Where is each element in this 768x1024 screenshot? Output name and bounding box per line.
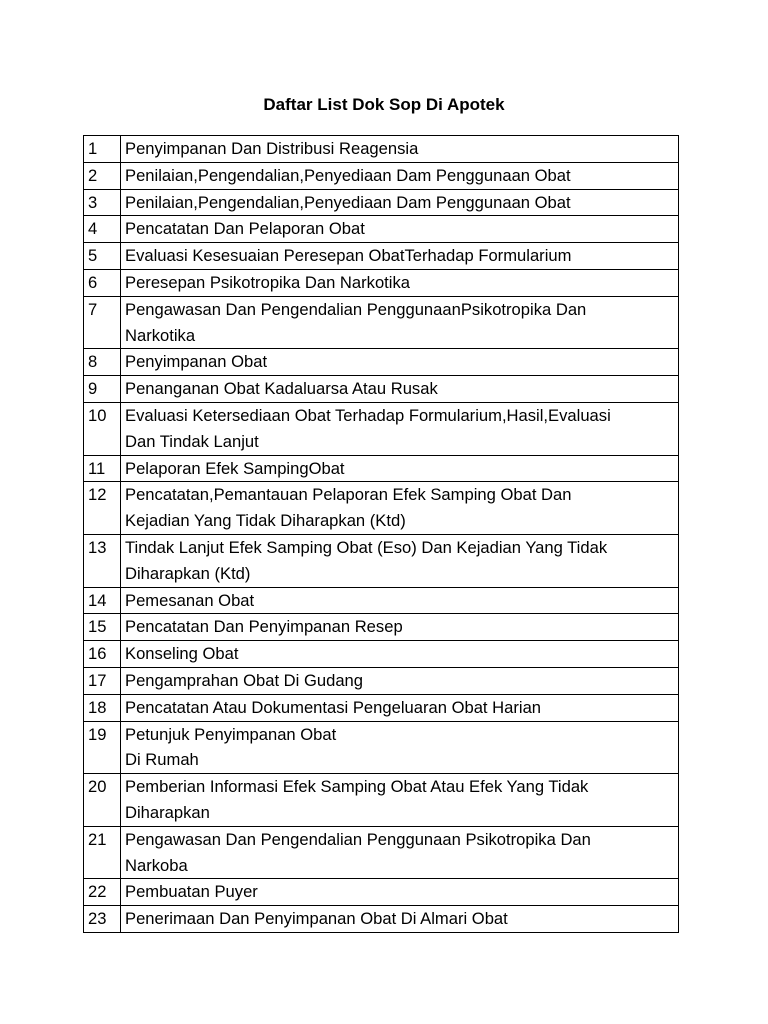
row-number: 23 (84, 906, 121, 933)
table-row (84, 587, 679, 614)
table-row (84, 269, 679, 296)
sop-title: Penerimaan Dan Penyimpanan Obat Di Almari Obat (121, 906, 679, 933)
sop-title: Pembuatan Puyer (121, 879, 679, 906)
sop-title: Pencatatan,Pemantauan Pelaporan Efek Samping Obat Dan Kejadian Yang Tidak Diharapkan (Ktd) (121, 482, 679, 535)
table-row (84, 482, 679, 535)
sop-title: Tindak Lanjut Efek Samping Obat (Eso) Dan Kejadian Yang Tidak Diharapkan (Ktd) (121, 534, 679, 587)
table-row (84, 189, 679, 216)
sop-title: Pencatatan Atau Dokumentasi Pengeluaran Obat Harian (121, 694, 679, 721)
row-number: 8 (84, 349, 121, 376)
sop-title: Penilaian,Pengendalian,Penyediaan Dam Penggunaan Obat (121, 189, 679, 216)
table-row (84, 216, 679, 243)
sop-title: Pencatatan Dan Pelaporan Obat (121, 216, 679, 243)
table-row (84, 826, 679, 879)
table-row (84, 376, 679, 403)
sop-title: Konseling Obat (121, 641, 679, 668)
row-number: 3 (84, 189, 121, 216)
table-row (84, 614, 679, 641)
sop-title: Peresepan Psikotropika Dan Narkotika (121, 269, 679, 296)
table-row (84, 879, 679, 906)
row-number: 21 (84, 826, 121, 879)
row-number: 15 (84, 614, 121, 641)
table-row (84, 906, 679, 933)
table-row (84, 667, 679, 694)
table-row (84, 243, 679, 270)
table-row (84, 349, 679, 376)
sop-list-table (83, 135, 679, 933)
sop-title: Penyimpanan Obat (121, 349, 679, 376)
row-number: 18 (84, 694, 121, 721)
row-number: 10 (84, 402, 121, 455)
document-title: Daftar List Dok Sop Di Apotek (263, 95, 505, 114)
row-number: 17 (84, 667, 121, 694)
row-number: 14 (84, 587, 121, 614)
table-row (84, 455, 679, 482)
sop-list-body (84, 136, 679, 933)
sop-title: Penilaian,Pengendalian,Penyediaan Dam Penggunaan Obat (121, 162, 679, 189)
sop-title: Penyimpanan Dan Distribusi Reagensia (121, 136, 679, 163)
row-number: 7 (84, 296, 121, 349)
sop-title: Pengamprahan Obat Di Gudang (121, 667, 679, 694)
row-number: 5 (84, 243, 121, 270)
sop-title: Evaluasi Kesesuaian Peresepan ObatTerhadap Formularium (121, 243, 679, 270)
table-row (84, 296, 679, 349)
sop-title: Petunjuk Penyimpanan Obat Di Rumah (121, 721, 679, 774)
sop-title: Pencatatan Dan Penyimpanan Resep (121, 614, 679, 641)
row-number: 16 (84, 641, 121, 668)
row-number: 19 (84, 721, 121, 774)
row-number: 4 (84, 216, 121, 243)
row-number: 6 (84, 269, 121, 296)
sop-title: Penanganan Obat Kadaluarsa Atau Rusak (121, 376, 679, 403)
table-row (84, 162, 679, 189)
table-row (84, 136, 679, 163)
row-number: 20 (84, 774, 121, 827)
row-number: 11 (84, 455, 121, 482)
row-number: 2 (84, 162, 121, 189)
table-row (84, 721, 679, 774)
table-row (84, 774, 679, 827)
table-row (84, 641, 679, 668)
sop-title: Pelaporan Efek SampingObat (121, 455, 679, 482)
table-row (84, 402, 679, 455)
table-row (84, 534, 679, 587)
row-number: 9 (84, 376, 121, 403)
table-row (84, 694, 679, 721)
row-number: 12 (84, 482, 121, 535)
sop-title: Evaluasi Ketersediaan Obat Terhadap Formularium,Hasil,Evaluasi Dan Tindak Lanjut (121, 402, 679, 455)
sop-title: Pengawasan Dan Pengendalian Penggunaan Psikotropika Dan Narkoba (121, 826, 679, 879)
sop-title: Pemberian Informasi Efek Samping Obat Atau Efek Yang Tidak Diharapkan (121, 774, 679, 827)
row-number: 1 (84, 136, 121, 163)
row-number: 22 (84, 879, 121, 906)
sop-title: Pengawasan Dan Pengendalian PenggunaanPsikotropika Dan Narkotika (121, 296, 679, 349)
row-number: 13 (84, 534, 121, 587)
sop-title: Pemesanan Obat (121, 587, 679, 614)
